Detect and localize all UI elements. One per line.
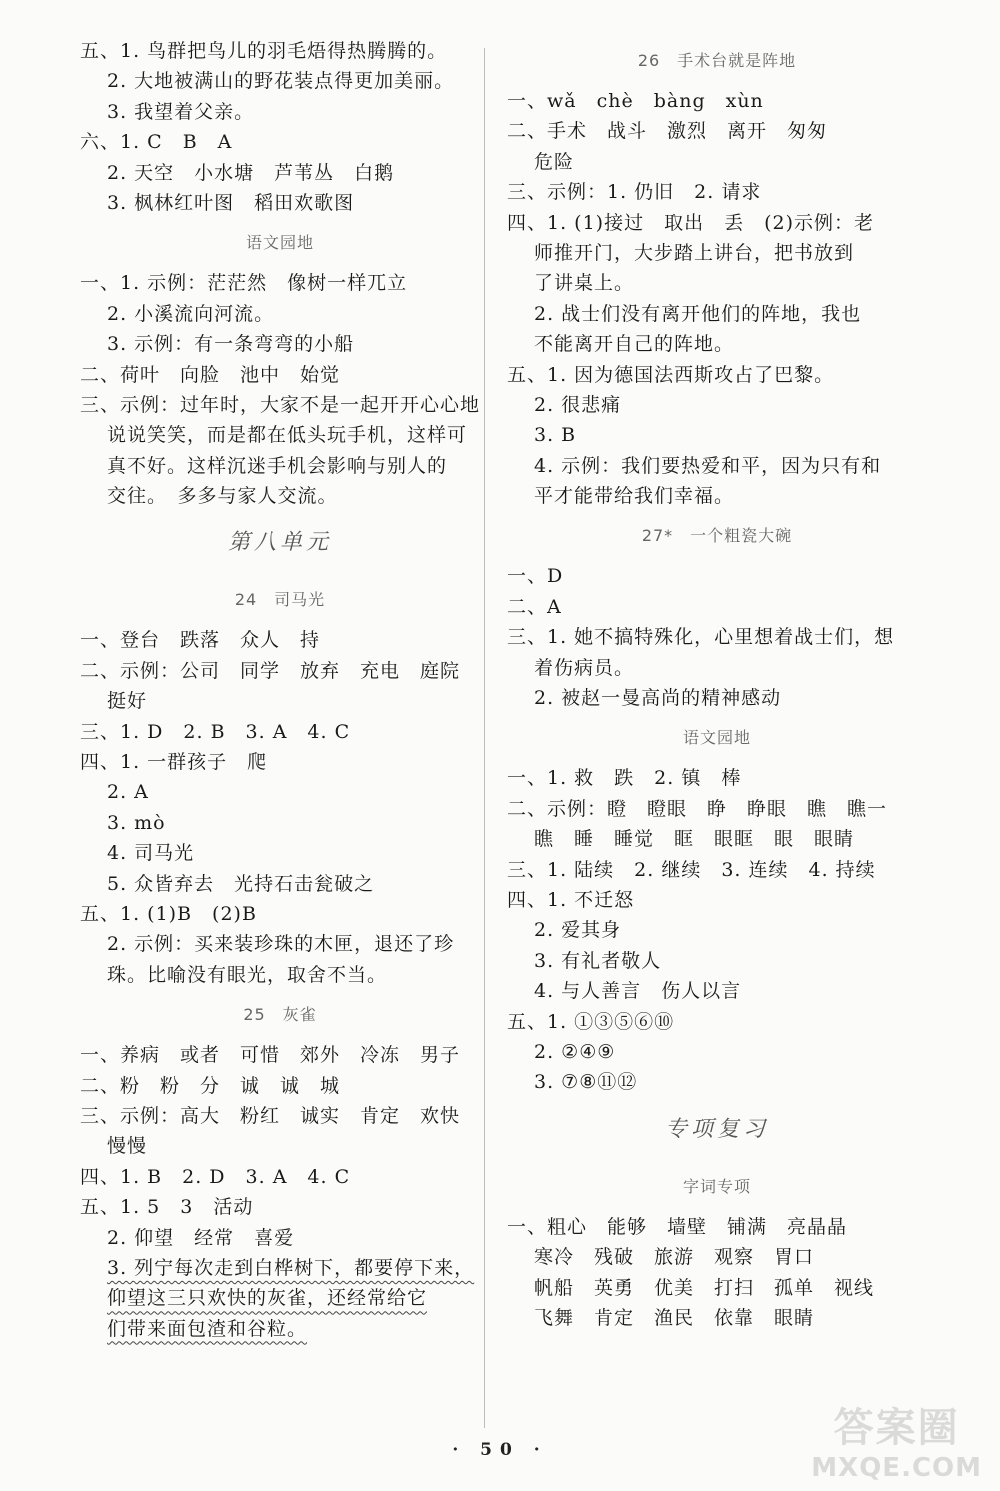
answer-line: 二、示例：公司 同学 放弃 充电 庭院 xyxy=(80,659,461,682)
watermark-logo: 答案圈 xyxy=(833,1405,960,1451)
answer-line: 2. A xyxy=(107,781,149,804)
answer-line: 寒冷 残破 旅游 观察 胃口 xyxy=(534,1246,815,1269)
answer-line: 二、粉 粉 分 诚 诚 城 xyxy=(80,1074,341,1097)
answer-line: 四、1. B 2. D 3. A 4. C xyxy=(80,1165,351,1188)
answer-line: 珠。比喻没有眼光，取舍不当。 xyxy=(107,963,388,986)
section-heading: 语文园地 xyxy=(682,728,751,748)
answer-line: 交往。 多多与家人交流。 xyxy=(107,485,338,508)
underlined-answer: 们带来面包渣和谷粒。 xyxy=(107,1317,308,1340)
answer-line: 3. ⑦⑧⑪⑫ xyxy=(534,1071,638,1094)
answer-line: 着伤病员。 xyxy=(534,656,635,679)
answer-line: 一、wǎ chè bàng xùn xyxy=(507,90,764,112)
answer-line: 五、1. (1)B (2)B xyxy=(80,902,257,925)
answer-line: 慢慢 xyxy=(107,1135,148,1158)
answer-line: 一、养病 或者 可惜 郊外 冷冻 男子 xyxy=(80,1044,461,1067)
answer-line: 危险 xyxy=(534,150,575,173)
answer-line xyxy=(80,1314,480,1344)
answer-line: 2. 战士们没有离开他们的阵地，我也 xyxy=(534,302,862,325)
answer-line: 一、粗心 能够 墙壁 铺满 亮晶晶 xyxy=(507,1215,848,1238)
watermark xyxy=(811,1396,982,1483)
answer-line: 四、1. 不迁怒 xyxy=(507,888,635,911)
answer-line xyxy=(80,1253,480,1283)
section-heading: 27* 一个粗瓷大碗 xyxy=(641,526,793,546)
answer-line: 四、1. (1)接过 取出 丢 (2)示例：老 xyxy=(507,211,874,234)
answer-line: 二、手术 战斗 激烈 离开 匆匆 xyxy=(507,120,828,143)
watermark-url: MXQE.COM xyxy=(811,1453,982,1483)
answer-line: 2. 天空 小水塘 芦苇丛 白鹅 xyxy=(107,161,395,184)
answer-line: 二、荷叶 向脸 池中 始觉 xyxy=(80,363,341,386)
answer-line: 4. 示例：我们要热爱和平，因为只有和 xyxy=(534,454,882,477)
answer-line: 五、1. ①③⑤⑥⑩ xyxy=(507,1010,675,1033)
answer-line: 说说笑笑，而是都在低头玩手机，这样可 xyxy=(107,424,468,447)
answer-line: 2. 小溪流向河流。 xyxy=(107,302,275,325)
answer-line: 三、示例：1. 仍旧 2. 请求 xyxy=(507,181,762,204)
answer-line: 飞舞 肯定 渔民 依靠 眼睛 xyxy=(534,1306,815,1329)
answer-line: 三、示例：过年时，大家不是一起开开心心地 xyxy=(80,393,481,416)
answer-line: 2. 大地被满山的野花装点得更加美丽。 xyxy=(107,70,455,93)
section-heading: 24 司马光 xyxy=(234,590,326,610)
section-heading: 字词专项 xyxy=(682,1176,751,1196)
answer-line: 5. 众皆弃去 光持石击瓮破之 xyxy=(107,872,375,895)
answer-line: 四、1. 一群孩子 爬 xyxy=(80,751,268,774)
answer-line: 五、1. 5 3 活动 xyxy=(80,1196,254,1219)
answer-line: 4. 司马光 xyxy=(107,842,195,865)
right-column xyxy=(507,36,927,1333)
answer-line: 4. 与人善言 伤人以言 xyxy=(534,980,742,1003)
answer-line: 不能离开自己的阵地。 xyxy=(534,333,735,356)
answer-line: 3. 示例：有一条弯弯的小船 xyxy=(107,333,355,356)
answer-line: 2. 示例：买来装珍珠的木匣，退还了珍 xyxy=(107,933,455,956)
answer-line: 瞧 睡 睡觉 眶 眼眶 眼 眼睛 xyxy=(534,828,855,851)
answer-line: 三、1. 陆续 2. 继续 3. 连续 4. 持续 xyxy=(507,858,876,881)
unit-title: 专项复习 xyxy=(664,1116,769,1142)
answer-line xyxy=(80,1283,480,1313)
column-divider xyxy=(484,48,485,1428)
answer-line: 三、1. 她不搞特殊化，心里想着战士们，想 xyxy=(507,626,895,649)
answer-line: 二、A xyxy=(507,595,562,618)
answer-line: 六、1. C B A xyxy=(80,131,233,154)
answer-line: 挺好 xyxy=(107,690,148,713)
answer-line: 五、1. 因为德国法西斯攻占了巴黎。 xyxy=(507,363,835,386)
answer-line: 三、1. D 2. B 3. A 4. C xyxy=(80,720,351,743)
answer-line: 帆船 英勇 优美 打扫 孤单 视线 xyxy=(534,1276,875,1299)
answer-line: 一、D xyxy=(507,565,564,588)
answer-line: 2. 爱其身 xyxy=(534,919,622,942)
answer-line: 3. 我望着父亲。 xyxy=(107,100,255,123)
answer-line: 二、示例：瞪 瞪眼 睁 睁眼 瞧 瞧一 xyxy=(507,797,888,820)
answer-line: 一、登台 跌落 众人 持 xyxy=(80,629,321,652)
answer-line: 了讲桌上。 xyxy=(534,272,635,295)
answer-line: 3. 枫林红叶图 稻田欢歌图 xyxy=(107,191,355,214)
answer-line: 2. ②④⑨ xyxy=(534,1040,616,1063)
page-number: · 50 · xyxy=(452,1440,548,1460)
section-heading: 25 灰雀 xyxy=(243,1005,317,1025)
unit-title: 第八单元 xyxy=(227,530,332,556)
section-heading: 26 手术台就是阵地 xyxy=(637,51,797,70)
answer-line: 2. 仰望 经常 喜爱 xyxy=(107,1226,295,1249)
underlined-answer: 3. 列宁每次走到白桦树下，都要停下来， xyxy=(107,1256,475,1279)
answer-line: 真不好。这样沉迷手机会影响与别人的 xyxy=(107,454,448,477)
answer-line: 2. 很悲痛 xyxy=(534,393,622,416)
left-column xyxy=(80,36,480,1344)
answer-line: 师推开门，大步踏上讲台，把书放到 xyxy=(534,241,855,264)
answer-line: 三、示例：高大 粉红 诚实 肯定 欢快 xyxy=(80,1104,461,1127)
answer-line: 3. 有礼者敬人 xyxy=(534,949,662,972)
answer-line: 3. B xyxy=(534,424,577,447)
answer-line: 一、1. 救 跌 2. 镇 棒 xyxy=(507,767,742,790)
answer-line: 五、1. 鸟群把鸟儿的羽毛焐得热腾腾的。 xyxy=(80,40,448,62)
answer-line: 一、1. 示例：茫茫然 像树一样兀立 xyxy=(80,272,408,295)
answer-line: 2. 被赵一曼高尚的精神感动 xyxy=(534,687,782,710)
section-heading: 语文园地 xyxy=(245,233,314,253)
answer-line: 3. mò xyxy=(107,811,166,834)
underlined-answer: 仰望这三只欢快的灰雀，还经常给它 xyxy=(107,1287,428,1310)
answer-line: 平才能带给我们幸福。 xyxy=(534,485,735,508)
